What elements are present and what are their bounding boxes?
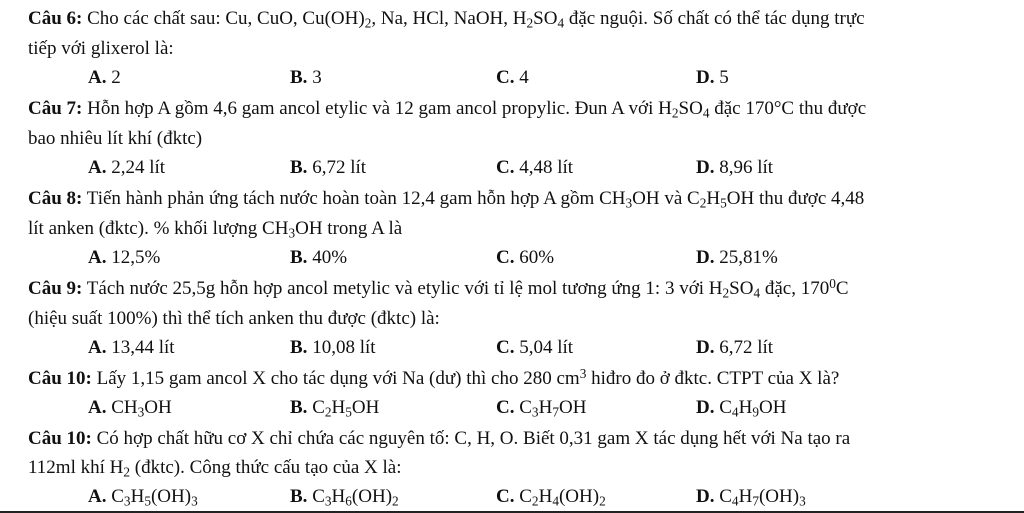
question-text: SO xyxy=(533,8,558,29)
question-6-line-2: tiếp với glixerol là: xyxy=(28,38,174,59)
option-a: A. 12,5% xyxy=(88,247,161,268)
question-text: Tiến hành phản ứng tách nước hoàn toàn 12,4 gam hỗn hợp A gồm CH xyxy=(82,188,626,209)
question-label: Câu 7: xyxy=(28,98,83,119)
option-a: A. $CH_3OH$ xyxy=(88,397,172,420)
question-9-line-1 xyxy=(28,276,849,301)
option-b: B. 40% xyxy=(290,247,348,268)
subscript: 4 xyxy=(702,105,710,121)
question-label: Câu 9: xyxy=(28,278,83,299)
question-label: Câu 6: xyxy=(28,8,83,29)
subscript: 4 xyxy=(557,15,565,31)
option-b: B. $C_3H_6(OH)_2$ xyxy=(290,486,399,509)
option-a: A. 13,44 lít xyxy=(88,337,175,358)
question-label: Câu 10: xyxy=(28,428,92,449)
option-b: B. 10,08 lít xyxy=(290,337,376,358)
question-7-line-1 xyxy=(28,98,867,121)
option-c: C. 4 xyxy=(496,67,529,88)
option-c: C. 60% xyxy=(496,247,555,268)
question-8-line-2 xyxy=(28,218,403,241)
subscript: 3 xyxy=(625,195,633,211)
subscript: 4 xyxy=(753,285,761,301)
subscript: 2 xyxy=(722,285,730,301)
question-text: SO xyxy=(729,278,754,299)
question-text: đặc 170°C thu được xyxy=(709,98,867,119)
subscript: 2 xyxy=(526,15,534,31)
question-text: (đktc). Công thức cấu tạo của X là: xyxy=(130,457,402,478)
question-text: OH thu được 4,48 xyxy=(726,188,865,209)
question-9-line-2: (hiệu suất 100%) thì thể tích anken thu được (đktc) là: xyxy=(28,308,440,329)
question-text: lít anken (đktc). % khối lượng CH xyxy=(28,218,289,239)
question-6-line-1 xyxy=(28,8,865,31)
superscript: 3 xyxy=(579,366,587,382)
option-a: A. $C_3H_5(OH)_3$ xyxy=(88,486,198,509)
subscript: 2 xyxy=(123,464,131,480)
question-text: đặc, 170 xyxy=(760,278,830,299)
option-d: D. $C_4H_9OH$ xyxy=(696,397,787,420)
question-text: Hỗn hợp A gồm 4,6 gam ancol etylic và 12 gam ancol propylic. Đun A với H xyxy=(82,98,672,119)
question-7-line-2: bao nhiêu lít khí (đktc) xyxy=(28,128,203,149)
option-d: D. 5 xyxy=(696,67,729,88)
question-text: Có hợp chất hữu cơ X chỉ chứa các nguyên tố: C, H, O. Biết 0,31 gam X tác dụng hết với Na tạo ra xyxy=(91,428,851,449)
option-b: B. $C_2H_5OH$ xyxy=(290,397,380,420)
question-10b-line-2 xyxy=(28,457,402,480)
option-c: C. $C_2H_4(OH)_2$ xyxy=(496,486,606,509)
option-b: B. 3 xyxy=(290,67,322,88)
question-10b-line-1 xyxy=(28,429,850,448)
option-d: D. 6,72 lít xyxy=(696,337,774,358)
question-text: H xyxy=(706,188,721,209)
question-8-line-1 xyxy=(28,188,865,211)
subscript: 3 xyxy=(288,225,296,241)
option-c: C. 5,04 lít xyxy=(496,337,574,358)
option-d: D. $C_4H_7(OH)_3$ xyxy=(696,486,806,509)
question-text: Cho các chất sau: Cu, CuO, Cu(OH) xyxy=(82,8,365,29)
option-a: A. 2,24 lít xyxy=(88,157,166,178)
question-text: 112ml khí H xyxy=(28,457,124,478)
subscript: 2 xyxy=(671,105,679,121)
option-a: A. 2 xyxy=(88,67,121,88)
option-d: D. 25,81% xyxy=(696,247,778,268)
subscript: 2 xyxy=(699,195,707,211)
subscript: 2 xyxy=(364,15,372,31)
question-label: Câu 8: xyxy=(28,188,83,209)
subscript: 5 xyxy=(720,195,727,211)
superscript: 0 xyxy=(829,276,836,292)
question-text: Tách nước 25,5g hỗn hợp ancol metylic và etylic với tỉ lệ mol tương ứng 1: 3 với H xyxy=(82,278,723,299)
question-10a-line-1 xyxy=(28,366,840,389)
option-c: C. 4,48 lít xyxy=(496,157,574,178)
option-b: B. 6,72 lít xyxy=(290,157,367,178)
option-d: D. 8,96 lít xyxy=(696,157,774,178)
question-text: , Na, HCl, NaOH, H xyxy=(371,8,527,29)
question-text: OH trong A là xyxy=(295,218,403,239)
question-text: SO xyxy=(678,98,703,119)
question-text: hiđro đo ở đktc. CTPT của X là? xyxy=(586,368,840,389)
option-c: C. $C_3H_7OH$ xyxy=(496,397,587,420)
question-text: OH và C xyxy=(632,188,700,209)
question-text: C xyxy=(835,278,849,299)
question-text: Lấy 1,15 gam ancol X cho tác dụng với Na (dư) thì cho 280 cm xyxy=(91,368,580,389)
question-text: đặc nguội. Số chất có thể tác dụng trực xyxy=(564,8,865,29)
question-label: Câu 10: xyxy=(28,368,92,389)
